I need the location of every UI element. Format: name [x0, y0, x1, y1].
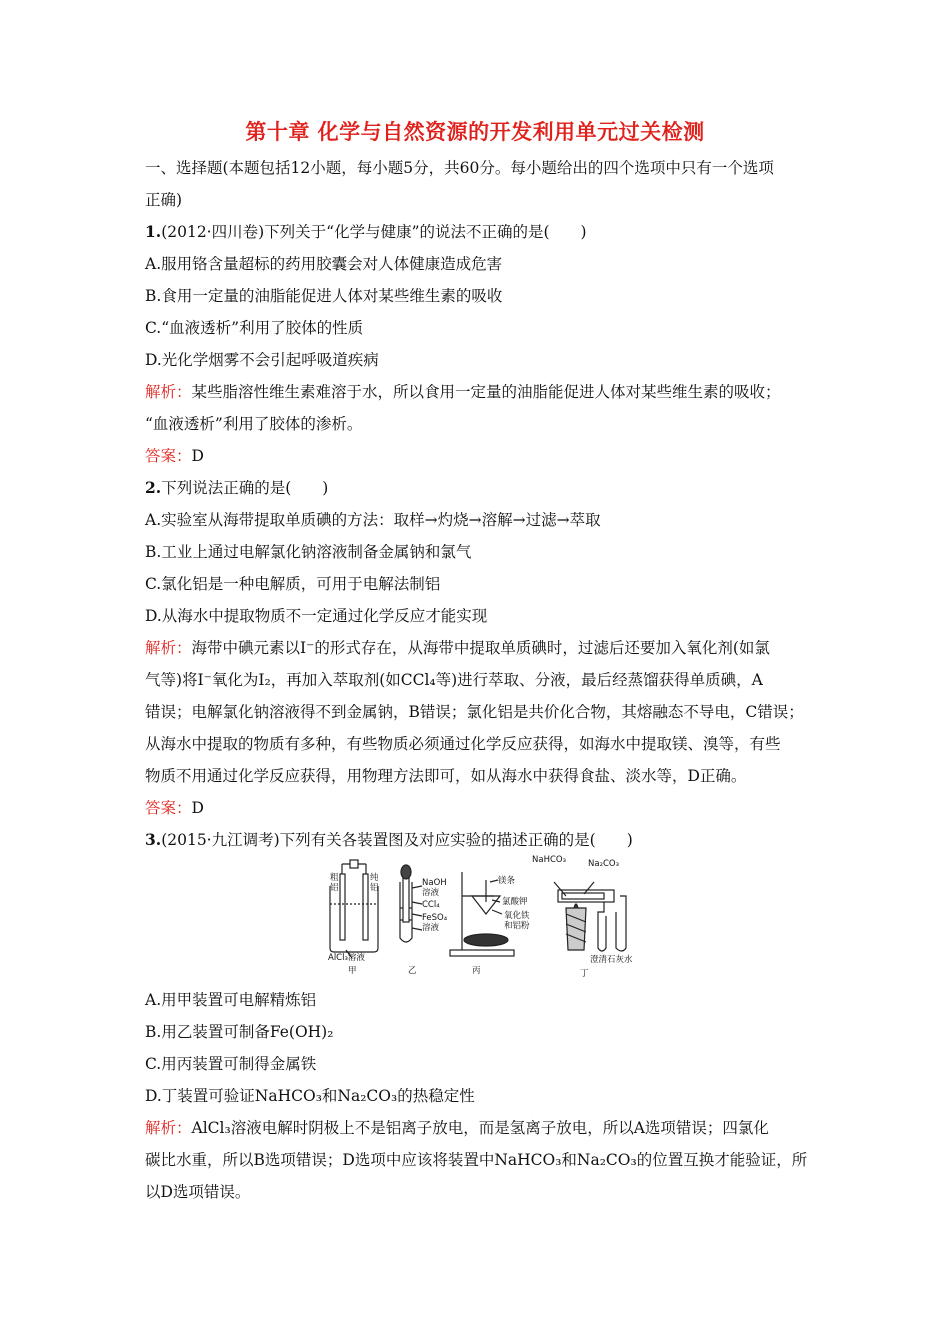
apparatus-figure: [322, 852, 638, 978]
fig-caption-yi: 乙: [408, 966, 417, 976]
fig-label: 铝: [370, 883, 379, 893]
section-instructions: 一、选择题(本题包括12小题，每小题5分，共60分。每小题给出的四个选项中只有一个选项: [145, 159, 774, 177]
section-instructions-cont: 正确): [145, 191, 183, 209]
analysis-label: 解析：: [145, 639, 192, 657]
fig-label: Na₂CO₃: [588, 859, 620, 869]
fig-caption-ding: 丁: [580, 969, 589, 978]
analysis-label: 解析：: [145, 383, 192, 401]
answer-value: D: [191, 799, 204, 817]
q1-analysis-cont: “血液透析”利用了胶体的渗析。: [145, 415, 363, 433]
answer-label: 答案：: [145, 799, 192, 817]
fig-label: FeSO₄: [422, 913, 448, 923]
fig-label: NaOH: [422, 878, 447, 888]
question-number: 3.: [145, 830, 162, 849]
q3-analysis-line-2: 碳比水重，所以B选项错误；D选项中应该将装置中NaHCO₃和Na₂CO₃的位置互换才能验证，所: [145, 1151, 808, 1169]
q3-option-a: A.用甲装置可电解精炼铝: [145, 991, 317, 1009]
fig-caption-bing: 丙: [472, 966, 481, 976]
q2-analysis-line-4: 从海水中提取的物质有多种，有些物质必须通过化学反应获得，如海水中提取镁、溴等，有些: [145, 735, 781, 753]
q1-option-b: B.食用一定量的油脂能促进人体对某些维生素的吸收: [145, 287, 503, 305]
q1-option-d: D.光化学烟雾不会引起呼吸道疾病: [145, 351, 379, 369]
q2-answer: [145, 798, 815, 818]
q3-option-c: C.用丙装置可制得金属铁: [145, 1055, 317, 1073]
analysis-text: 海带中碘元素以I⁻的形式存在，从海带中提取单质碘时，过滤后还要加入氧化剂(如氯: [191, 639, 770, 657]
fig-label: 溶液: [422, 888, 440, 898]
q1-answer: [145, 446, 815, 466]
q3-analysis: [145, 1118, 815, 1138]
fig-label: 澄清石灰水: [590, 955, 633, 965]
q2-option-c: C.氯化铝是一种电解质，可用于电解法制铝: [145, 575, 441, 593]
fig-label: 纯: [370, 873, 379, 883]
question-text: (2012·四川卷)下列关于“化学与健康”的说法不正确的是( ): [161, 223, 587, 241]
analysis-text: AlCl₃溶液电解时阴极上不是铝离子放电，而是氢离子放电，所以A选项错误；四氯化: [191, 1119, 769, 1137]
q1-option-a: A.服用铬含量超标的药用胶囊会对人体健康造成危害: [145, 255, 503, 273]
fig-label: AlCl₃溶液: [328, 953, 365, 963]
question-text: (2015·九江调考)下列有关各装置图及对应实验的描述正确的是( ): [161, 831, 633, 849]
fig-label: 氯酸钾: [502, 897, 528, 907]
q2-analysis-line-5: 物质不用通过化学反应获得，用物理方法即可，如从海水中获得食盐、淡水等，D正确。: [145, 767, 747, 785]
fig-label: 铝: [330, 883, 339, 893]
q2-analysis: [145, 638, 815, 658]
analysis-text: 某些脂溶性维生素难溶于水，所以食用一定量的油脂能促进人体对某些维生素的吸收；: [191, 383, 781, 401]
q2-option-d: D.从海水中提取物质不一定通过化学反应才能实现: [145, 607, 488, 625]
q2-option-b: B.工业上通过电解氯化钠溶液制备金属钠和氯气: [145, 543, 472, 561]
q1-analysis: [145, 382, 815, 402]
fig-label: 氧化铁: [504, 911, 530, 921]
fig-label: 溶液: [422, 923, 440, 933]
q3-analysis-line-3: 以D选项错误。: [145, 1183, 251, 1201]
question-2-stem: [145, 478, 815, 498]
fig-label: 和铝粉: [504, 921, 530, 931]
q1-option-c: C.“血液透析”利用了胶体的性质: [145, 319, 364, 337]
q2-analysis-line-3: 错误；电解氯化钠溶液得不到金属钠，B错误；氯化铝是共价化合物，其熔融态不导电，C错误；: [145, 703, 804, 721]
question-text: 下列说法正确的是( ): [161, 479, 329, 497]
question-1-stem: [145, 222, 815, 242]
q3-option-b: B.用乙装置可制备Fe(OH)₂: [145, 1023, 334, 1041]
question-number: 2.: [145, 478, 162, 497]
page-title: 第十章 化学与自然资源的开发利用单元过关检测: [245, 119, 705, 144]
q2-option-a: A.实验室从海带提取单质碘的方法：取样→灼烧→溶解→过滤→萃取: [145, 511, 601, 529]
answer-value: D: [191, 447, 204, 465]
fig-label: NaHCO₃: [532, 855, 566, 865]
fig-label: CCl₄: [422, 900, 440, 910]
analysis-label: 解析：: [145, 1119, 192, 1137]
question-3-stem: [145, 830, 815, 850]
fig-caption-jia: 甲: [348, 966, 357, 976]
question-number: 1.: [145, 222, 162, 241]
fig-label: 粗: [330, 873, 339, 883]
q2-analysis-line-2: 气等)将I⁻氧化为I₂，再加入萃取剂(如CCl₄等)进行萃取、分液，最后经蒸馏获得单质碘，A: [145, 671, 763, 689]
q3-option-d: D.丁装置可验证NaHCO₃和Na₂CO₃的热稳定性: [145, 1087, 475, 1105]
answer-label: 答案：: [145, 447, 192, 465]
fig-label: 镁条: [498, 876, 516, 886]
